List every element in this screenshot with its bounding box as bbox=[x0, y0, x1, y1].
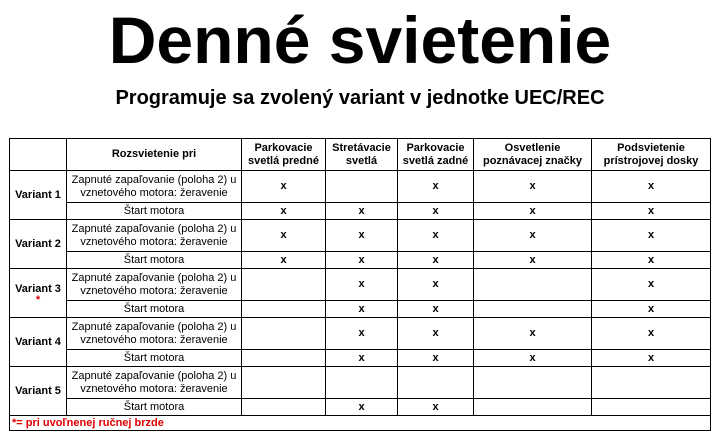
condition-start: Štart motora bbox=[67, 203, 242, 220]
variant-label bbox=[10, 318, 67, 367]
variant-name: Variant 3 bbox=[15, 282, 61, 295]
cell-mark: x bbox=[398, 220, 474, 252]
cell-mark bbox=[242, 399, 326, 416]
page-subtitle: Programuje sa zvolený variant v jednotke UEC/REC bbox=[115, 87, 605, 109]
cell-mark: x bbox=[242, 252, 326, 269]
cell-mark: x bbox=[592, 252, 711, 269]
cell-mark: x bbox=[398, 203, 474, 220]
cell-mark: x bbox=[474, 252, 592, 269]
cell-mark: x bbox=[592, 350, 711, 367]
cell-mark bbox=[242, 367, 326, 399]
variant-name: Variant 5 bbox=[15, 384, 61, 397]
cell-mark: x bbox=[592, 301, 711, 318]
cell-mark: x bbox=[398, 171, 474, 203]
variant-name: Variant 1 bbox=[15, 188, 61, 201]
cell-mark bbox=[592, 399, 711, 416]
cell-mark: x bbox=[592, 220, 711, 252]
cell-mark bbox=[326, 171, 398, 203]
table-row bbox=[10, 252, 711, 269]
variant-label bbox=[10, 171, 67, 220]
cell-mark: x bbox=[326, 252, 398, 269]
cell-mark bbox=[474, 269, 592, 301]
cell-mark: x bbox=[474, 318, 592, 350]
header-plate-light: Osvetlenie poznávacej značky bbox=[474, 139, 592, 171]
cell-mark: x bbox=[326, 350, 398, 367]
header-low-beam: Stretávacie svetlá bbox=[326, 139, 398, 171]
cell-mark: x bbox=[398, 252, 474, 269]
condition-ignition: Zapnuté zapaľovanie (poloha 2) u vznetového motora: žeravenie bbox=[67, 220, 242, 252]
cell-mark bbox=[242, 350, 326, 367]
header-condition: Rozsvietenie pri bbox=[67, 139, 242, 171]
cell-mark: x bbox=[242, 171, 326, 203]
cell-mark: x bbox=[398, 350, 474, 367]
variants-table bbox=[9, 138, 711, 431]
cell-mark bbox=[242, 318, 326, 350]
cell-mark bbox=[474, 399, 592, 416]
cell-mark bbox=[326, 367, 398, 399]
variant-label bbox=[10, 220, 67, 269]
condition-ignition: Zapnuté zapaľovanie (poloha 2) u vznetového motora: žeravenie bbox=[67, 367, 242, 399]
cell-mark: x bbox=[474, 350, 592, 367]
cell-mark: x bbox=[592, 203, 711, 220]
cell-mark bbox=[242, 269, 326, 301]
cell-mark: x bbox=[398, 269, 474, 301]
header-parking-front: Parkovacie svetlá predné bbox=[242, 139, 326, 171]
condition-ignition: Zapnuté zapaľovanie (poloha 2) u vznetového motora: žeravenie bbox=[67, 318, 242, 350]
cell-mark: x bbox=[592, 318, 711, 350]
table-row bbox=[10, 269, 711, 301]
cell-mark bbox=[592, 367, 711, 399]
cell-mark: x bbox=[474, 220, 592, 252]
cell-mark: x bbox=[326, 399, 398, 416]
cell-mark: x bbox=[326, 203, 398, 220]
cell-mark bbox=[242, 301, 326, 318]
variant-label bbox=[10, 269, 67, 318]
condition-ignition: Zapnuté zapaľovanie (poloha 2) u vznetového motora: žeravenie bbox=[67, 269, 242, 301]
table-row bbox=[10, 203, 711, 220]
header-parking-rear: Parkovacie svetlá zadné bbox=[398, 139, 474, 171]
cell-mark: x bbox=[326, 301, 398, 318]
cell-mark: x bbox=[592, 171, 711, 203]
table-row bbox=[10, 171, 711, 203]
cell-mark: x bbox=[398, 399, 474, 416]
table-row bbox=[10, 367, 711, 399]
cell-mark bbox=[474, 301, 592, 318]
condition-start: Štart motora bbox=[67, 350, 242, 367]
footnote: *= pri uvoľnenej ručnej brzde bbox=[10, 416, 711, 431]
header-dashboard-light: Podsvietenie prístrojovej dosky bbox=[592, 139, 711, 171]
header-row bbox=[10, 139, 711, 171]
table-row bbox=[10, 301, 711, 318]
cell-mark: x bbox=[326, 220, 398, 252]
condition-start: Štart motora bbox=[67, 301, 242, 318]
cell-mark: x bbox=[326, 269, 398, 301]
variant-label bbox=[10, 367, 67, 416]
cell-mark: x bbox=[474, 171, 592, 203]
variant-name: Variant 4 bbox=[15, 335, 61, 348]
variant-star: * bbox=[35, 293, 41, 306]
cell-mark: x bbox=[242, 203, 326, 220]
cell-mark bbox=[398, 367, 474, 399]
cell-mark: x bbox=[326, 318, 398, 350]
cell-mark: x bbox=[398, 301, 474, 318]
table-row bbox=[10, 318, 711, 350]
condition-start: Štart motora bbox=[67, 399, 242, 416]
condition-ignition: Zapnuté zapaľovanie (poloha 2) u vznetového motora: žeravenie bbox=[67, 171, 242, 203]
cell-mark: x bbox=[242, 220, 326, 252]
cell-mark: x bbox=[398, 318, 474, 350]
table-row bbox=[10, 220, 711, 252]
cell-mark: x bbox=[474, 203, 592, 220]
header-empty bbox=[10, 139, 67, 171]
cell-mark bbox=[474, 367, 592, 399]
table-row bbox=[10, 350, 711, 367]
variant-name: Variant 2 bbox=[15, 237, 61, 250]
condition-start: Štart motora bbox=[67, 252, 242, 269]
cell-mark: x bbox=[592, 269, 711, 301]
table-row bbox=[10, 399, 711, 416]
page-title: Denné svietenie bbox=[108, 3, 612, 77]
